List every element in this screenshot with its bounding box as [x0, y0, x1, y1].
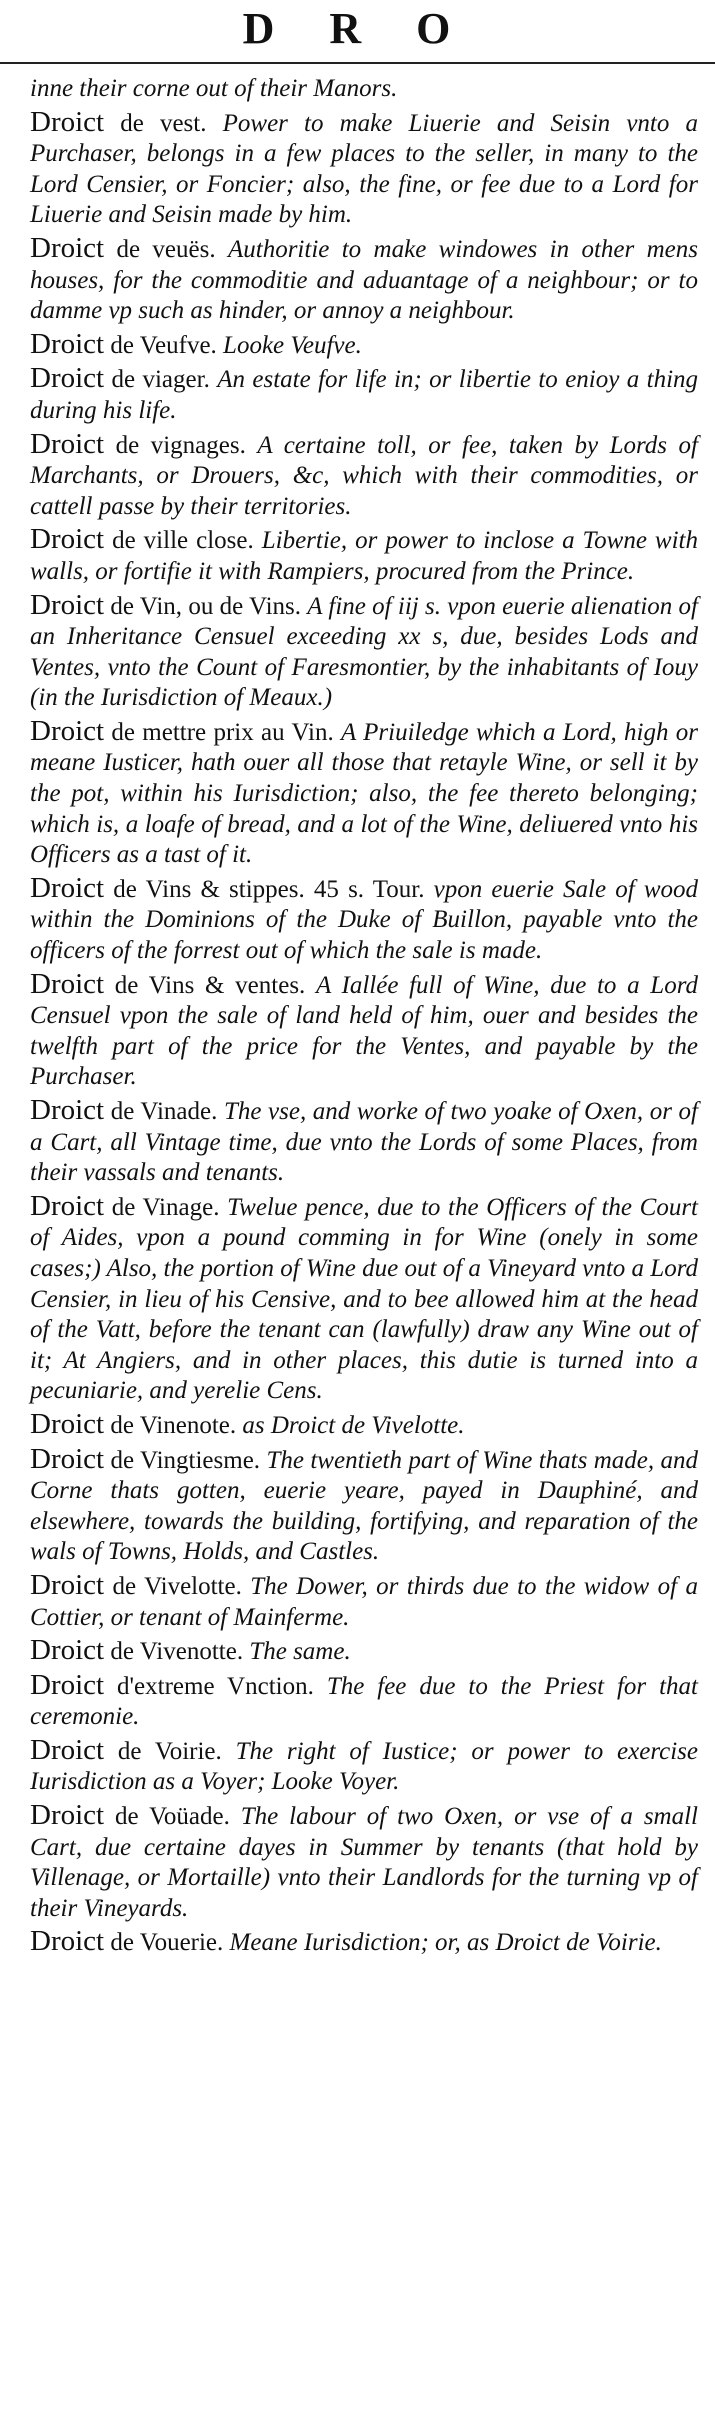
entry-term: de Voüade. [115, 1803, 241, 1831]
dictionary-entry [30, 590, 698, 714]
entry-term: de Vin, ou de Vins. [110, 592, 308, 620]
dictionary-entry [30, 1444, 698, 1568]
entry-term: de Voirie. [117, 1737, 236, 1765]
entry-definition: The same. [249, 1638, 351, 1666]
dictionary-entry [30, 1735, 698, 1798]
entry-headword: Droict [30, 588, 105, 621]
dictionary-entry [30, 1191, 698, 1407]
entry-term: de vest. [120, 109, 223, 137]
entry-definition: A certaine toll, or fee, taken by Lords of Marchants, or Drouers, &c, which with their commodities, or cattell passe by their territories. [30, 431, 698, 520]
entry-definition: Twelue pence, due to the Officers of the Court of Aides, vpon a pound comming in for Wine (onely in some cases;) Also, the portion of Wine due out of a Vineyard vnto a Lord Censier, in lieu of his Censive, and to bee allowed him at the head of the Vatt, before the tenant can (lawfully) draw any Wine out of it; At Angiers, and in other places, this dutie is turned into a pecuniarie, and yerelie Cens. [30, 1193, 699, 1405]
entry-term: de Vingtiesme. [110, 1446, 267, 1474]
entry-headword: Droict [30, 1407, 105, 1440]
entry-definition: vpon euerie Sale of wood within the Dominions of the Duke of Buillon, payable vnto the officers of the forrest out of which the sale is made. [30, 875, 698, 965]
page-header [0, 0, 715, 58]
entry-headword: Droict [30, 1733, 105, 1766]
dictionary-entry [30, 1670, 698, 1733]
header-rule [0, 62, 715, 64]
entry-definition: The fee due to the Priest for that ceremonie. [30, 1672, 698, 1731]
entry-definition: A fine of iij s. vpon euerie alienation of an Inheritance Censuel exceeding xx s, due, besides Lods and Ventes, vnto the Count of Faresmontier, by the inhabitants of Iouy (in the Iurisdiction of Meaux.) [30, 592, 698, 712]
entry-term: de mettre prix au Vin. [111, 718, 342, 746]
entry-term: de Vivenotte. [110, 1638, 250, 1666]
dictionary-entry [30, 1800, 698, 1924]
dictionary-entry [30, 1409, 698, 1442]
dictionary-entry [30, 969, 698, 1093]
dictionary-entry [30, 363, 698, 426]
entry-term: de viager. [111, 366, 218, 394]
entry-definition: as Droict de Vivelotte. [242, 1411, 465, 1439]
entry-headword: Droict [30, 362, 105, 395]
dictionary-entry [30, 233, 698, 327]
entry-headword: Droict [30, 1634, 105, 1667]
dictionary-entry [30, 329, 698, 362]
entries-container [30, 107, 698, 1959]
entry-definition: A Priuiledge which a Lord, high or meane Iusticer, hath ouer all those that retayle Wine, or sell it by the pot, within his Iurisdiction; also, the fee thereto belonging; which is, a loafe of bread, and a lot of the Wine, deliuered vnto his Officers as a tast of it. [30, 718, 699, 869]
entry-headword: Droict [30, 1799, 105, 1832]
entry-definition: Meane Iurisdiction; or, as Droict de Voirie. [229, 1929, 662, 1957]
entry-definition: Power to make Liuerie and Seisin vnto a Purchaser, belongs in a few places to the seller, in many to the Lord Censier, or Foncier; also, the fine, or fee due to a Lord for Liuerie and Seisin made by him. [30, 109, 698, 229]
entry-definition: Looke Veufve. [223, 331, 362, 359]
dictionary-entry [30, 1095, 698, 1189]
entry-headword: Droict [30, 1925, 105, 1958]
continuation-line: inne their corne out of their Manors. [30, 75, 398, 102]
entry-headword: Droict [30, 1094, 105, 1126]
entry-headword: Droict [30, 105, 105, 138]
dictionary-entry [30, 716, 698, 871]
entry-definition: The vse, and worke of two yoake of Oxen, or of a Cart, all Vintage time, due vnto the Lords of some Places, from their vassals and tenants. [30, 1098, 698, 1187]
entry-term: de Vinenote. [110, 1411, 243, 1439]
entry-term: de ville close. [112, 527, 262, 555]
dictionary-entry [30, 429, 698, 523]
entry-headword: Droict [30, 1442, 105, 1475]
entry-definition: The right of Iustice; or power to exercise Iurisdiction as a Voyer; Looke Voyer. [30, 1737, 699, 1796]
entry-definition: Authoritie to make windowes in other mens houses, for the commoditie and aduantage of a neighbour; or to damme vp such as hinder, or annoy a neighbour. [30, 235, 698, 325]
entry-list [30, 74, 698, 1961]
entry-headword: Droict [30, 714, 105, 747]
entry-definition: A Iallée full of Wine, due to a Lord Censuel vpon the sale of land held of him, ouer and besides the twelfth part of the price for the Ventes, and payable by the Purchaser. [30, 971, 699, 1091]
dictionary-entry [30, 1635, 698, 1668]
entry-headword: Droict [30, 967, 105, 1000]
entry-headword: Droict [30, 1568, 105, 1601]
entry-term: de veuës. [116, 235, 228, 263]
entry-definition: The labour of two Oxen, or vse of a small Cart, due certaine dayes in Summer by tenants (that hold by Villenage, or Mortaille) vnto their Landlords for the turning vp of their Vineyards. [30, 1803, 699, 1922]
entry-term: de Vins & ventes. [114, 971, 316, 999]
entry-headword: Droict [30, 1189, 105, 1222]
entry-headword: Droict [30, 871, 105, 904]
dictionary-entry [30, 1926, 698, 1959]
entry-headword: Droict [30, 523, 105, 556]
entry-term: de Veufve. [110, 331, 224, 359]
entry-headword: Droict [30, 231, 105, 264]
entry-term: de Vivelotte. [112, 1572, 251, 1600]
entry-term: de vignages. [115, 431, 258, 459]
dictionary-entry [30, 1570, 698, 1633]
entry-term: de Vinage. [111, 1193, 228, 1221]
entry-term: de Vinade. [110, 1098, 224, 1125]
entry-definition: The Dower, or thirds due to the widow of a Cottier, or tenant of Mainferme. [30, 1572, 698, 1631]
entry-headword: Droict [30, 1668, 105, 1701]
entry-headword: Droict [30, 327, 105, 360]
dictionary-entry [30, 107, 698, 231]
running-head: D R O [242, 4, 473, 53]
entry-term: de Vouerie. [110, 1929, 230, 1957]
entry-definition: Libertie, or power to inclose a Towne with walls, or fortifie it with Rampiers, procured from the Prince. [30, 527, 698, 585]
entry-term: d'extreme Vnction. [117, 1672, 327, 1700]
entry-definition: The twentieth part of Wine thats made, and Corne thats gotten, euerie yeare, payed in Dauphiné, and elsewhere, towards the building, fortifying, and reparation of the wals of Towns, Holds, and Castles. [30, 1446, 699, 1566]
dictionary-entry [30, 524, 698, 587]
entry-headword: Droict [30, 427, 105, 460]
entry-definition: An estate for life in; or libertie to enioy a thing during his life. [30, 366, 699, 424]
entry-term: de Vins & stippes. 45 s. Tour. [113, 875, 434, 903]
dictionary-entry [30, 873, 698, 967]
